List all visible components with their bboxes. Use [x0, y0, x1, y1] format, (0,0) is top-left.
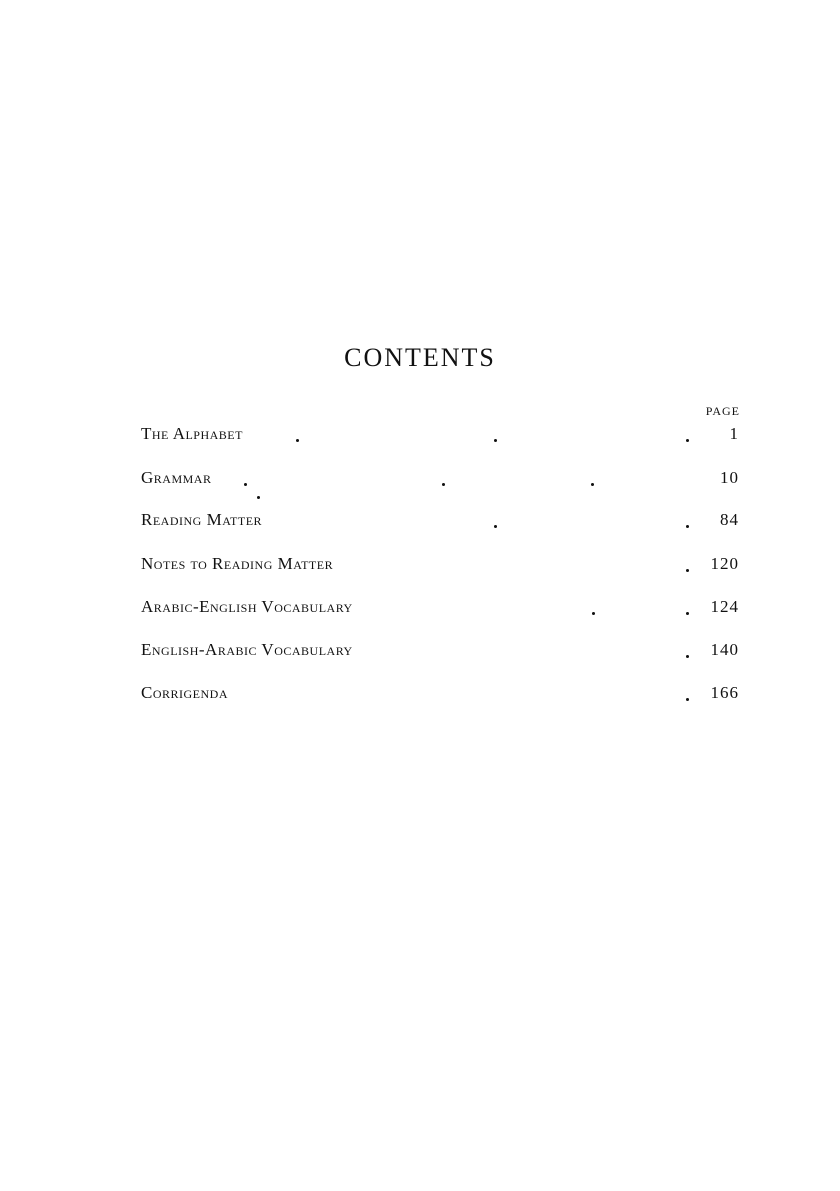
toc-entry-page: 166	[710, 683, 739, 702]
leader-dot	[686, 655, 689, 658]
leader-dot	[442, 483, 445, 486]
toc-entry-title: English-Arabic Vocabulary	[141, 640, 353, 659]
toc-entry-grammar[interactable]	[141, 468, 741, 498]
leader-dot	[686, 698, 689, 701]
toc-entry-title: The Alphabet	[141, 424, 243, 443]
toc-entry-notes[interactable]	[141, 554, 741, 584]
toc-entry-title: Notes to Reading Matter	[141, 554, 334, 573]
toc-entry-page: 1	[729, 424, 739, 443]
page-column-label: PAGE	[705, 404, 740, 418]
leader-dot	[494, 525, 497, 528]
leader-dot	[686, 612, 689, 615]
leader-dot	[686, 525, 689, 528]
toc-entry-english-arabic[interactable]	[141, 640, 741, 670]
toc-entry-page: 140	[710, 640, 739, 659]
leader-dot	[257, 496, 260, 499]
leader-dot	[686, 569, 689, 572]
toc-entry-title: Grammar	[141, 468, 212, 487]
leader-dot	[244, 483, 247, 486]
toc-entry-reading-matter[interactable]	[141, 510, 741, 540]
toc-entry-page: 124	[710, 597, 739, 616]
toc-entry-corrigenda[interactable]	[141, 683, 741, 713]
leader-dot	[686, 439, 689, 442]
toc-entry-arabic-english[interactable]	[141, 597, 741, 627]
toc-entry-alphabet[interactable]	[141, 424, 741, 454]
toc-entry-page: 10	[720, 468, 739, 487]
toc-entry-page: 84	[720, 510, 739, 529]
toc-entry-title: Corrigenda	[141, 683, 229, 702]
toc-entry-title: Arabic-English Vocabulary	[141, 597, 353, 616]
leader-dot	[494, 439, 497, 442]
toc-entry-page: 120	[710, 554, 739, 573]
toc-entry-title: Reading Matter	[141, 510, 263, 529]
leader-dot	[296, 439, 299, 442]
page-title: CONTENTS	[344, 343, 496, 372]
leader-dot	[592, 612, 595, 615]
leader-dot	[591, 483, 594, 486]
